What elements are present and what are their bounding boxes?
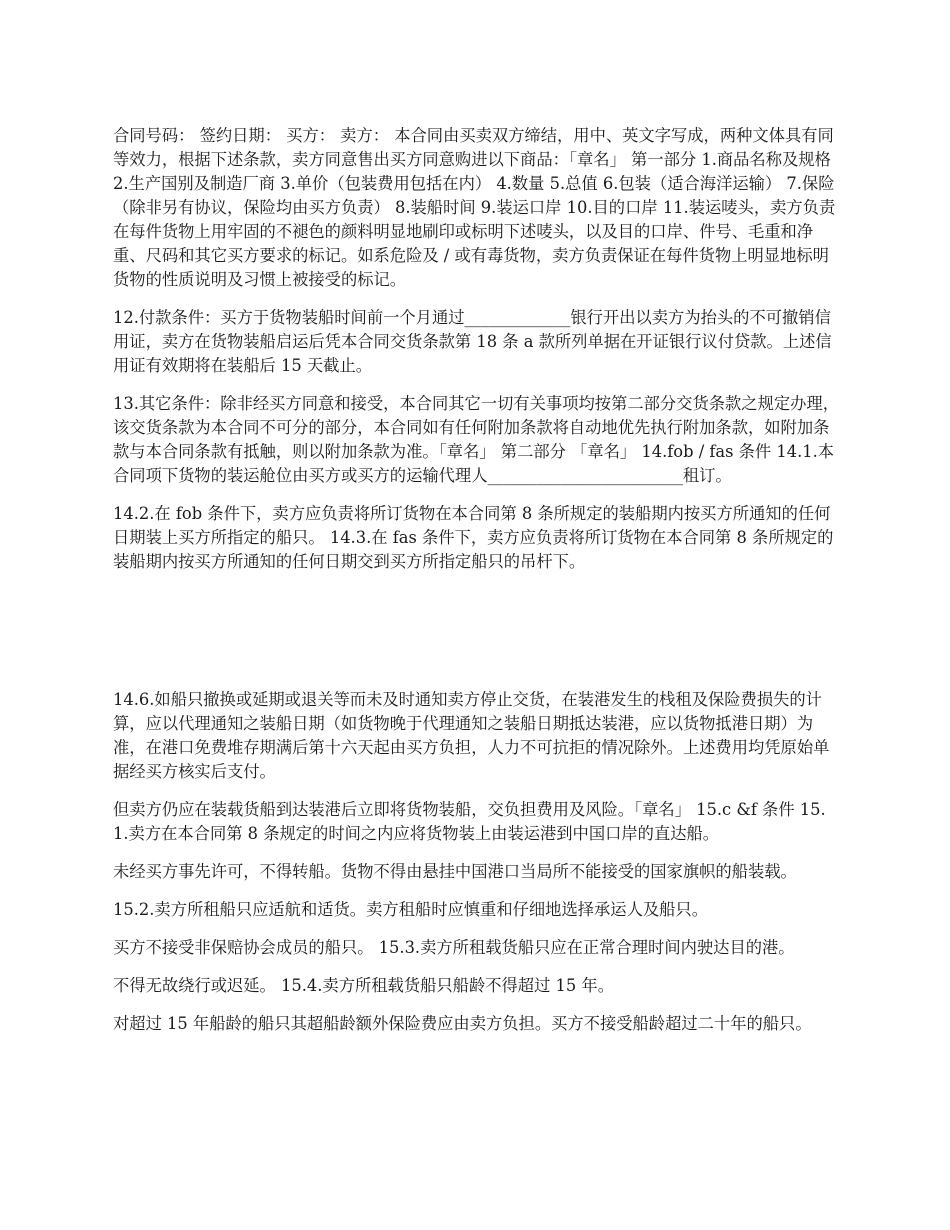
paragraph-fob-fas: 14.2.在 fob 条件下，卖方应负责将所订货物在本合同第 8 条所规定的装船期内按买方所通知的任何日期装上买方所指定的船只。 14.3.在 fas 条件下，卖方应负责将所订货物在本合同第 8 条所规定的装船期内按买方所通知的任何日期交到买方所指定船只的吊杆下。	[113, 504, 834, 571]
paragraph-payment-terms: 12.付款条件：买方于货物装船时间前一个月通过_____________银行开出以卖方为抬头的不可撤销信用证，卖方在货物装船启运后凭本合同交货条款第 18 条 a 款所列单据在开证银行议付贷款。上述信用证有效期将在装船后 15 天截止。	[113, 308, 832, 375]
paragraph-overage-insurance: 对超过 15 年船龄的船只其超船龄额外保险费应由卖方负担。买方不接受船龄超过二十年的船只。	[113, 1014, 812, 1033]
paragraph-ship-replacement: 14.6.如船只撤换或延期或退关等而未及时通知卖方停止交货，在装港发生的栈租及保险费损失的计算，应以代理通知之装船日期（如货物晚于代理通知之装船日期抵达装港，应以货物抵港日期）为准，在港口免费堆存期满后第十六天起由买方负担，人力不可抗拒的情况除外。上述费用均凭原始单据经买方核实后支付。	[113, 690, 830, 781]
paragraph-cf-conditions: 但卖方仍应在装载货船到达装港后立即将货物装船，交负担费用及风险。「章名」 15.c &f 条件 15.1.卖方在本合同第 8 条规定的时间之内应将货物装上由装运港到中国口岸的直达船。	[113, 800, 826, 843]
paragraph-contract-header: 合同号码： 签约日期： 买方： 卖方： 本合同由买卖双方缔结，用中、英文字写成，两种文体具有同等效力，根据下述条款，卖方同意售出买方同意购进以下商品：「章名」 第一部分 1.商品名称及规格 2.生产国别及制造厂商 3.单价（包装费用包括在内） 4.数量 5.总值 6.包装（适合海洋运输） 7.保险（除非另有协议，保险均由买方负责） 8.装船时间 9.装运口岸 10.目的口岸 11.装运唛头，卖方负责在每件货物上用牢固的不褪色的颜料明显地刷印或标明下述唛头，以及目的口岸、件号、毛重和净重、尺码和其它买方要求的标记。如系危险及 / 或有毒货物，卖方负责保证在每件货物上明显地标明货物的性质说明及习惯上被接受的标记。	[113, 126, 837, 289]
paragraph-other-conditions: 13.其它条件：除非经买方同意和接受，本合同其它一切有关事项均按第二部分交货条款之规定办理，该交货条款为本合同不可分的部分，本合同如有任何附加条款将自动地优先执行附加条款，如附加条款与本合同条款有抵触，则以附加条款为准。「章名」 第二部分 「章名」 14.fob / fas 条件 14.1.本合同项下货物的装运舱位由买方或买方的运输代理人________________________租订。	[113, 394, 839, 485]
paragraph-seaworthy: 15.2.卖方所租船只应适航和适货。卖方租船时应慎重和仔细地选择承运人及船只。	[113, 900, 708, 919]
paragraph-pi-club: 买方不接受非保赔协会成员的船只。 15.3.卖方所租载货船只应在正常合理时间内驶达目的港。	[113, 938, 795, 957]
paragraph-no-deviation: 不得无故绕行或迟延。 15.4.卖方所租载货船只船龄不得超过 15 年。	[113, 976, 614, 995]
paragraph-no-transshipment: 未经买方事先许可，不得转船。货物不得由悬挂中国港口当局所不能接受的国家旗帜的船装载。	[113, 862, 797, 881]
blank-gap	[113, 588, 841, 688]
document-body	[113, 124, 841, 1050]
